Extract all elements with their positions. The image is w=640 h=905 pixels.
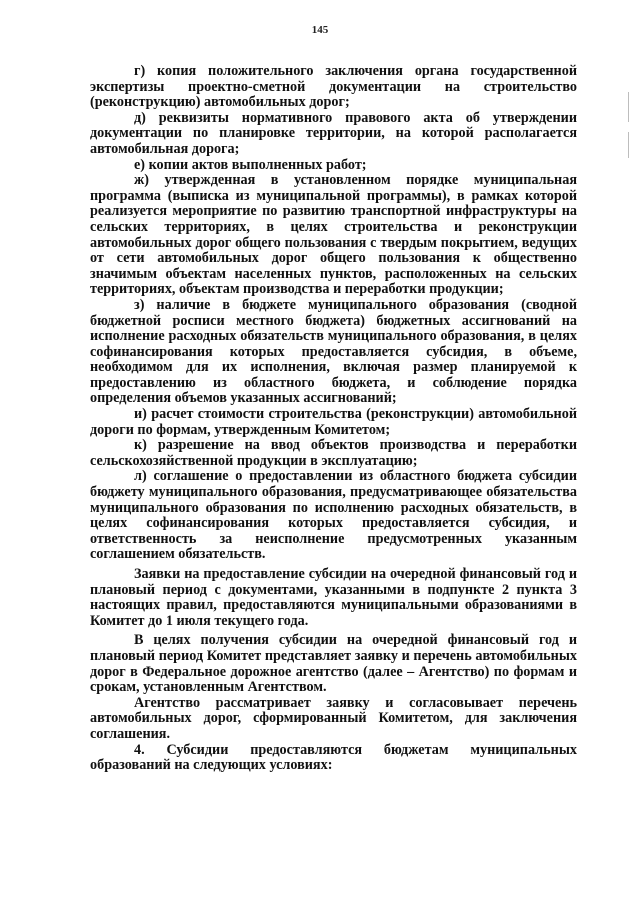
paragraph-section-4: 4. Субсидии предоставляются бюджетам муниципальных образований на следующих условиях: bbox=[90, 741, 577, 774]
paragraph-item-k: к) разрешение на ввод объектов производства и переработки сельскохозяйственной продукции в эксплуатацию; bbox=[90, 437, 577, 469]
paragraph-applications: Заявки на предоставление субсидии на очередной финансовый год и плановый период с документами, указанными в подпункте 2 пункта 3 настоящих правил, предоставляются муниципальными образованиями в Комитет до 1 июля текущего года. bbox=[90, 566, 577, 629]
paragraph-committee-request: В целях получения субсидии на очередной финансовый год и плановый период Комитет представляет заявку и перечень автомобильных дорог в Федеральное дорожное агентство (далее – Агентство) по формам и срокам, установленным Агентством. bbox=[90, 632, 577, 696]
paragraph-item-g: г) копия положительного заключения органа государственной экспертизы проектно-сметной документации на строительство (реконструкцию) автомобильных дорог; bbox=[90, 63, 577, 111]
document-body bbox=[90, 64, 577, 774]
scan-edge-mark bbox=[628, 92, 629, 122]
paragraph-item-e: е) копии актов выполненных работ; bbox=[134, 156, 367, 173]
page-number: 145 bbox=[311, 24, 329, 36]
paragraph-item-z: з) наличие в бюджете муниципального образования (сводной бюджетной росписи местного бюджета) бюджетных ассигнований на исполнение расходных обязательств муниципального образования, в целях софинансирования которых предоставляется субсидия, в объеме, необходимом для их исполнения, включая размер планируемой к предоставлению из областного бюджета, и соблюдение порядка определения объемов указанных ассигнований; bbox=[90, 296, 577, 407]
paragraph-item-i: и) расчет стоимости строительства (реконструкции) автомобильной дороги по формам, утвержденным Комитетом; bbox=[90, 406, 577, 438]
paragraph-agency-review: Агентство рассматривает заявку и согласовывает перечень автомобильных дорог, сформированный Комитетом, для заключения соглашения. bbox=[90, 694, 577, 742]
paragraph-item-zh: ж) утвержденная в установленном порядке муниципальная программа (выписка из муниципальной программы), в рамках которой реализуется мероприятие по развитию транспортной инфраструктуры на сельских территориях, в целях строительства и реконструкции автомобильных дорог общего пользования с твердым покрытием, ведущих от сети автомобильных дорог общего пользования к общественно значимым объектам населенных пунктов, расположенных на сельских территориях, объектам производства и переработки продукции; bbox=[90, 172, 577, 298]
paragraph-item-d: д) реквизиты нормативного правового акта об утверждении документации по планировке территории, на которой располагается автомобильная дорога; bbox=[90, 109, 577, 157]
paragraph-item-l: л) соглашение о предоставлении из областного бюджета субсидии бюджету муниципального образования, предусматривающее обязательства муниципального образования по исполнению расходных обязательств, в целях софинансирования которых предоставляется субсидия, и ответственность за неисполнение предусмотренных указанным соглашением обязательств. bbox=[90, 468, 577, 563]
scan-edge-mark bbox=[628, 132, 629, 158]
